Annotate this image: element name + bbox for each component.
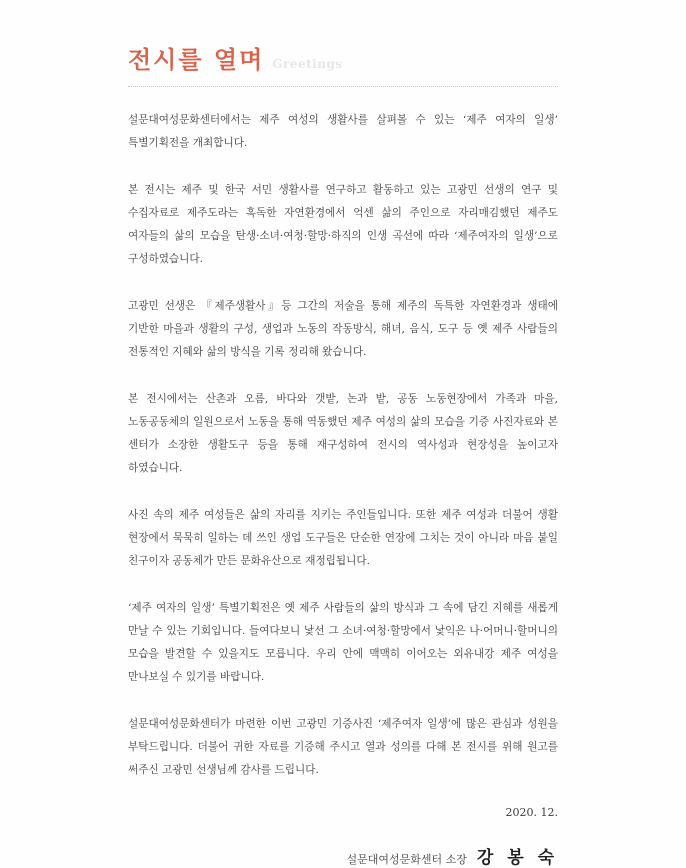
signature-organization: 설문대여성문화센터 소장 bbox=[346, 853, 467, 866]
paragraph-4: 본 전시에서는 산촌과 오름, 바다와 갯밭, 논과 밭, 공동 노동현장에서 가족과 마을, 노동공동체의 일원으로서 노동을 통해 역동했던 제주 여성의 삶의 모습을 기증 사진자료와 본 센터가 소장한 생활도구 등을 통해 재구성하여 전시의 역사성과 현장성을 높이고자 하였습니다. bbox=[128, 393, 558, 474]
page-title: 전시를 열며 bbox=[128, 46, 265, 74]
page-header bbox=[128, 40, 558, 75]
document-date: 2020. 12. bbox=[505, 806, 558, 819]
body-text bbox=[128, 109, 558, 782]
paragraph-2: 본 전시는 제주 및 한국 서민 생활사를 연구하고 활동하고 있는 고광민 선생의 연구 및 수집자료로 제주도라는 혹독한 자연환경에서 억센 삶의 주인으로 자리매김했던 제주도 여자들의 삶의 모습을 탄생·소녀·여청·할망·하직의 인생 곡선에 따라 ‘제주여자의 일생’으로 구성하였습니다. bbox=[128, 184, 558, 265]
page-subtitle: Greetings bbox=[272, 57, 343, 71]
header-divider bbox=[128, 86, 558, 87]
signature-block bbox=[128, 843, 558, 868]
signature-name: 강 봉 숙 bbox=[476, 848, 558, 868]
paragraph-3: 고광민 선생은 『제주생활사』등 그간의 저술을 통해 제주의 독특한 자연환경과 생태에 기반한 마을과 생활의 구성, 생업과 노동의 작동방식, 해녀, 음식, 도구 등 옛 제주 사람들의 전통적인 지혜와 삶의 방식을 기록 정리해 왔습니다. bbox=[128, 300, 558, 358]
paragraph-5: 사진 속의 제주 여성들은 삶의 자리를 지키는 주인들입니다. 또한 제주 여성과 더불어 생활 현장에서 묵묵히 일하는 데 쓰인 생업 도구들은 단순한 연장에 그치는 것이 아니라 마음 붙일 친구이자 공동체가 만든 문화유산으로 재정립됩니다. bbox=[128, 509, 558, 567]
paragraph-7: 설문대여성문화센터가 마련한 이번 고광민 기증사진 ‘제주여자 일생’에 많은 관심과 성원을 부탁드립니다. 더불어 귀한 자료를 기증해 주시고 열과 성의를 다해 본 전시를 위해 원고를 써주신 고광민 선생님께 감사를 드립니다. bbox=[128, 718, 558, 776]
paragraph-1: 설문대여성문화센터에서는 제주 여성의 생활사를 살펴볼 수 있는 ‘제주 여자의 일생’ 특별기획전을 개최합니다. bbox=[128, 114, 558, 149]
paragraph-6: ‘제주 여자의 일생’ 특별기획전은 옛 제주 사람들의 삶의 방식과 그 속에 담긴 지혜를 새롭게 만날 수 있는 기회입니다. 들여다보니 낯선 그 소녀·여청·할망에서 낯익은 나·어머니·할머니의 모습을 발견할 수 있을지도 모릅니다. 우리 안에 맥맥히 이어오는 외유내강 제주 여성을 만나보실 수 있기를 바랍니다. bbox=[128, 602, 558, 683]
